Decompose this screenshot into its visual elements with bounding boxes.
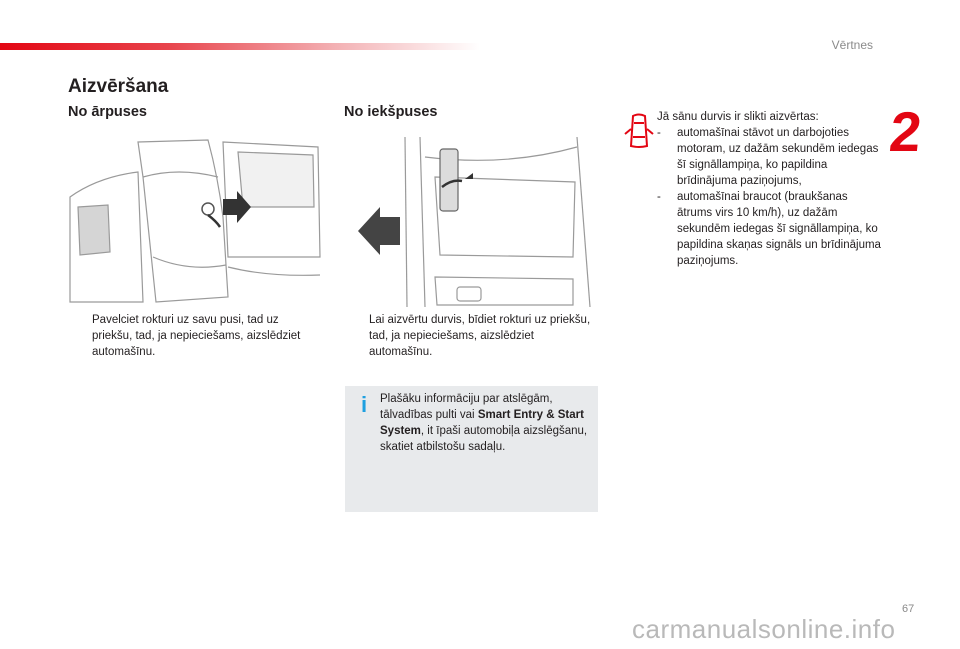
info-text [380,391,592,455]
info-box [345,386,598,512]
warning-item [657,189,882,269]
inside-instruction [347,312,607,362]
header-accent-bar [0,43,480,50]
inside-instruction-text: Lai aizvērtu durvis, bīdiet rokturi uz priekšu, tad, ja nepieciešams, aizslēdziet automašīnu. [369,314,591,358]
warning-dash: - [657,127,661,139]
warning-item-text: automašīnai stāvot un darbojoties motoram, uz dažām sekundēm iedegas šī signāllampiņa, ko papildina brīdinājuma paziņojums, [677,127,879,187]
info-text-start: Plašāku informāciju par atslēgām, tālvadības pulti vai [380,393,553,421]
warning-item [657,125,882,189]
page-number: 67 [902,603,915,615]
outside-heading: No ārpuses [68,104,147,120]
page-title: Aizvēršana [68,76,169,97]
warning-item-text: automašīnai braucot (braukšanas ātrums virs 10 km/h), uz dažām sekundēm iedegas šī signāllampiņa, ko papildina skaņas signāls un brīdinājuma paziņojums. [677,191,881,267]
inside-heading: No iekšpuses [344,104,438,120]
outside-door-illustration [68,137,322,307]
warning-dash: - [657,191,661,203]
outside-instruction-text: Pavelciet rokturi uz savu pusi, tad uz priekšu, tad, ja nepieciešams, aizslēdziet automašīnu. [92,314,301,358]
warning-text [657,109,882,269]
watermark: carmanualsonline.info [632,614,896,644]
inside-door-illustration [345,137,595,307]
warning-intro: Jā sānu durvis ir slikti aizvērtas: [657,111,819,123]
info-text-end: , it īpaši automobiļa aizslēgšanu, skatiet atbilstošu sadaļu. [380,425,588,453]
info-text-bold: Smart Entry & Start System [380,409,584,437]
info-icon: i [360,392,368,417]
section-title: Vērtnes [831,38,873,52]
outside-instruction [70,312,330,362]
chapter-number: 2 [886,100,925,163]
door-open-warning-icon [624,113,654,154]
